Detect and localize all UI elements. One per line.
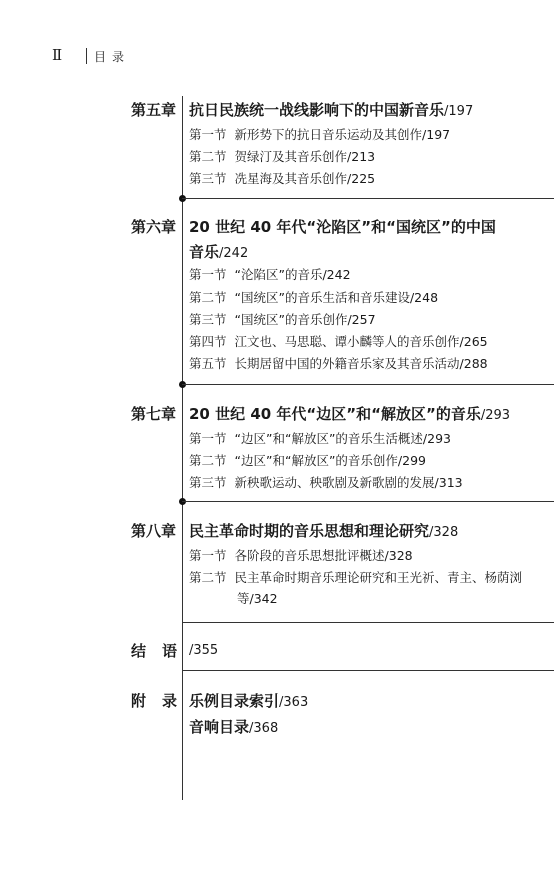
appendix-label: 附录 — [131, 692, 194, 710]
section-page: /197 — [422, 127, 451, 142]
conclusion-page: /355 — [189, 643, 219, 658]
section-number: 第一节 — [189, 127, 227, 142]
chapter-divider — [182, 622, 554, 623]
section-title: “沦陷区”的音乐 — [234, 267, 323, 282]
section-page: /265 — [459, 334, 488, 349]
section-7-1[interactable] — [189, 429, 451, 447]
section-8-2-continued[interactable] — [237, 589, 278, 607]
section-number: 第二节 — [189, 570, 227, 585]
appendix-item-title: 音响目录 — [189, 718, 250, 736]
conclusion-label: 结语 — [131, 642, 194, 660]
section-title: 冼星海及其音乐创作 — [234, 171, 348, 186]
section-page: /257 — [347, 312, 376, 327]
section-5-2[interactable] — [189, 147, 375, 165]
section-6-4[interactable] — [189, 332, 488, 350]
chapter-7-label: 第七章 — [131, 405, 177, 423]
section-page: /225 — [347, 171, 376, 186]
section-number: 第一节 — [189, 431, 227, 446]
section-title: 贺绿汀及其音乐创作 — [234, 149, 348, 164]
section-title: 民主革命时期音乐理论研究和王光祈、青主、杨荫浏 — [234, 570, 523, 585]
appendix-item-audio[interactable] — [189, 716, 278, 737]
chapter-5-label: 第五章 — [131, 101, 177, 119]
section-page: /213 — [347, 149, 376, 164]
section-8-1[interactable] — [189, 546, 413, 564]
chapter-page: /197 — [444, 104, 474, 119]
header-title: 目录 — [94, 50, 131, 64]
chapter-title-text: 20 世纪 40 年代“边区”和“解放区”的音乐 — [189, 405, 481, 423]
section-title: 等 — [237, 591, 250, 606]
chapter-divider — [182, 670, 554, 671]
section-number: 第四节 — [189, 334, 227, 349]
section-6-2[interactable] — [189, 288, 438, 306]
appendix-item-page: /368 — [249, 721, 279, 736]
chapter-5-title[interactable] — [189, 99, 473, 120]
chapter-divider — [182, 198, 554, 199]
section-number: 第二节 — [189, 149, 227, 164]
section-7-3[interactable] — [189, 473, 463, 491]
chapter-divider — [182, 501, 554, 502]
appendix-item-page: /363 — [279, 695, 309, 710]
section-page: /313 — [434, 475, 463, 490]
section-title: “国统区”的音乐生活和音乐建设 — [234, 290, 410, 305]
section-number: 第三节 — [189, 171, 227, 186]
section-page: /342 — [249, 591, 278, 606]
section-8-2[interactable] — [189, 568, 522, 586]
section-number: 第三节 — [189, 312, 227, 327]
section-number: 第一节 — [189, 267, 227, 282]
conclusion-entry[interactable] — [189, 640, 218, 658]
header-divider — [86, 48, 87, 64]
section-number: 第二节 — [189, 453, 227, 468]
section-title: 江文也、马思聪、谭小麟等人的音乐创作 — [234, 334, 460, 349]
page-number: Ⅱ — [52, 46, 64, 64]
section-page: /242 — [322, 267, 351, 282]
section-page: /288 — [459, 356, 488, 371]
section-title: 新秧歌运动、秧歌剧及新歌剧的发展 — [234, 475, 435, 490]
section-6-3[interactable] — [189, 310, 376, 328]
chapter-6-title-continued[interactable] — [189, 241, 248, 262]
appendix-item-music-examples[interactable] — [189, 690, 308, 711]
section-title: “国统区”的音乐创作 — [234, 312, 348, 327]
chapter-page: /293 — [480, 408, 511, 423]
chapter-title-text: 民主革命时期的音乐思想和理论研究 — [189, 522, 430, 540]
section-number: 第二节 — [189, 290, 227, 305]
section-title: 各阶段的音乐思想批评概述 — [234, 548, 385, 563]
section-number: 第五节 — [189, 356, 227, 371]
chapter-page: /242 — [219, 246, 249, 261]
section-6-5[interactable] — [189, 354, 488, 372]
section-number: 第一节 — [189, 548, 227, 563]
chapter-page: /328 — [429, 525, 459, 540]
appendix-item-title: 乐例目录索引 — [189, 692, 280, 710]
chapter-6-title[interactable] — [189, 216, 496, 237]
section-title: “边区”和“解放区”的音乐创作 — [234, 453, 398, 468]
section-5-3[interactable] — [189, 169, 375, 187]
chapter-8-label: 第八章 — [131, 522, 177, 540]
section-page: /299 — [397, 453, 426, 468]
section-7-2[interactable] — [189, 451, 426, 469]
section-6-1[interactable] — [189, 265, 351, 283]
chapter-title-text: 音乐 — [189, 243, 220, 261]
section-title: 新形势下的抗日音乐运动及其创作 — [234, 127, 423, 142]
section-title: 长期居留中国的外籍音乐家及其音乐活动 — [234, 356, 460, 371]
section-page: /328 — [384, 548, 413, 563]
chapter-7-title[interactable] — [189, 403, 510, 424]
section-page: /293 — [422, 431, 451, 446]
chapter-6-label: 第六章 — [131, 218, 177, 236]
section-5-1[interactable] — [189, 125, 450, 143]
chapter-title-text: 20 世纪 40 年代“沦陷区”和“国统区”的中国 — [189, 218, 496, 236]
section-page: /248 — [409, 290, 439, 305]
chapter-title-text: 抗日民族统一战线影响下的中国新音乐 — [189, 101, 445, 119]
chapter-8-title[interactable] — [189, 520, 458, 541]
section-title: “边区”和“解放区”的音乐生活概述 — [234, 431, 423, 446]
chapter-divider — [182, 384, 554, 385]
section-number: 第三节 — [189, 475, 227, 490]
